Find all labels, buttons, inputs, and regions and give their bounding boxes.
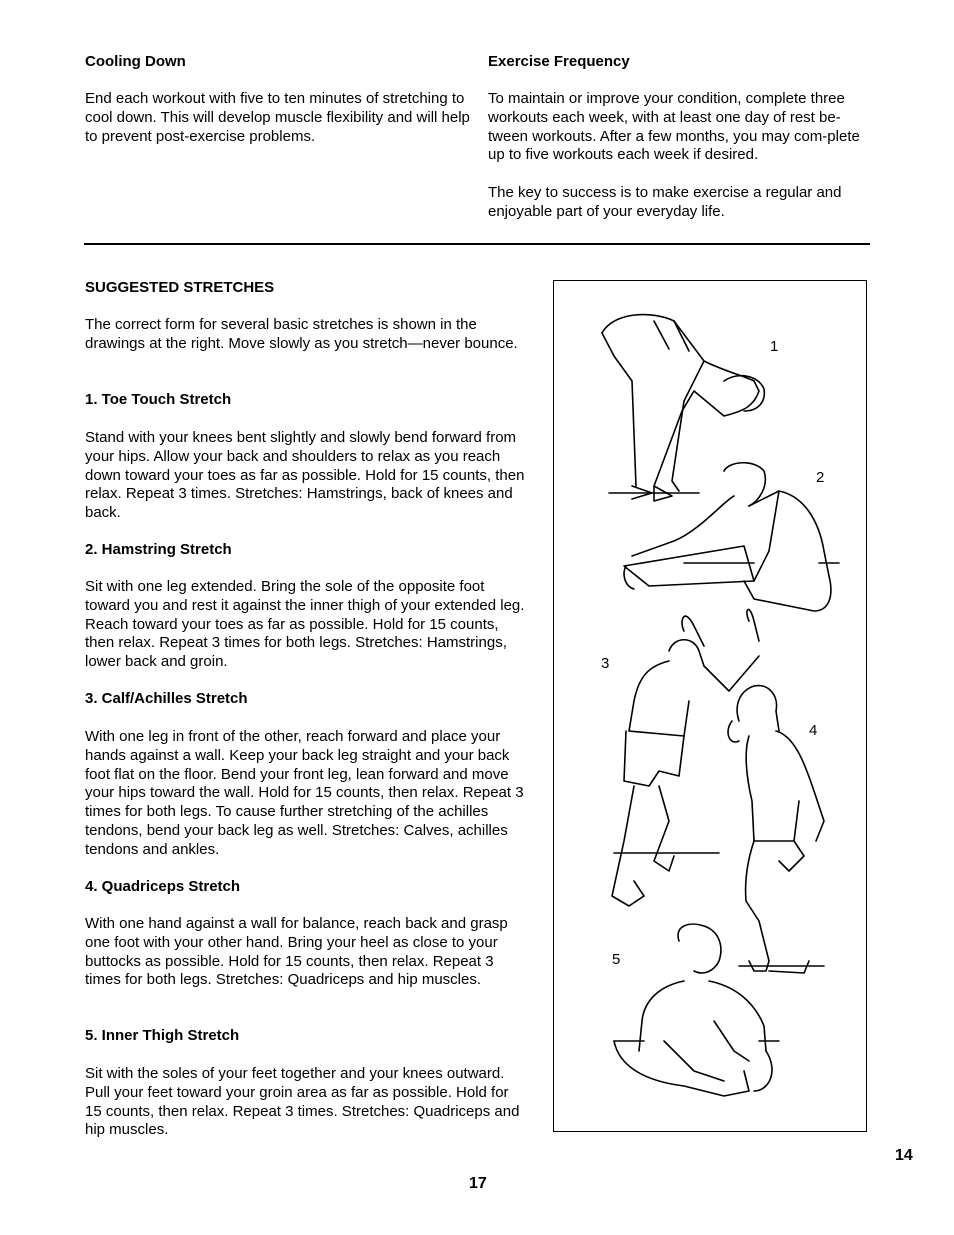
figure-label-4: 4 [809, 722, 818, 739]
calf-achilles-body: With one leg in front of the other, reach forward and place your hands against a wall. Keep your back leg straight and your back foot flat on the floor. Bend your front leg, lean forward and move your hips toward the wall. Hold for 15 counts, then relax. Repeat 3 times for both legs. To cause further stretching of the achilles tendons, bend your back leg as well. Stretches: Calves, achilles tendons and ankles. [85, 728, 524, 858]
quadriceps-body: With one hand against a wall for balance, reach back and grasp one foot with your other hand. Bring your heel as close to your buttocks as possible. Hold for 15 counts, then relax. Repeat 3 times for both legs. Stretches: Quadriceps and hip muscles. [85, 915, 508, 989]
exercise-frequency-heading: Exercise Frequency [488, 53, 630, 70]
toe-touch-title: 1. Toe Touch Stretch [85, 391, 232, 408]
calf-achilles-figure [612, 609, 759, 906]
calf-achilles-title: 3. Calf/Achilles Stretch [85, 690, 248, 707]
figure-label-5: 5 [612, 951, 621, 968]
hamstring-body: Sit with one leg extended. Bring the sole of the opposite foot toward you and rest it against the inner thigh of your extended leg. Reach toward your toes as far as possible. Hold for 15 counts, then relax. Repeat 3 times for both legs. Stretches: Hamstrings, lower back and groin. [85, 578, 525, 671]
exercise-frequency-body-1: To maintain or improve your condition, complete three workouts each week, with at least one day of rest be-tween workouts. After a few months, you may com-plete up to five workouts each week if desired. [488, 90, 860, 164]
hamstring-title: 2. Hamstring Stretch [85, 541, 232, 558]
cooling-down-body: End each workout with five to ten minutes of stretching to cool down. This will develop muscle flexibility and will help to prevent post-exercise problems. [85, 90, 470, 145]
figure-label-1: 1 [770, 338, 779, 355]
page-number-center: 17 [469, 1175, 487, 1192]
inner-thigh-body: Sit with the soles of your feet together and your knees outward. Pull your feet toward your groin area as far as possible. Hold for 15 counts, then relax. Repeat 3 times. Stretches: Quadriceps and hip muscles. [85, 1065, 520, 1139]
exercise-frequency-body-2: The key to success is to make exercise a regular and enjoyable part of your everyday life. [488, 184, 842, 220]
figure-label-2: 2 [816, 469, 825, 486]
inner-thigh-figure [614, 924, 779, 1096]
hamstring-figure [624, 463, 839, 611]
quadriceps-title: 4. Quadriceps Stretch [85, 878, 241, 895]
section-divider [84, 243, 870, 245]
figure-label-3: 3 [601, 655, 610, 672]
toe-touch-body: Stand with your knees bent slightly and slowly bend forward from your hips. Allow your back and shoulders to relax as you reach down toward your toes as far as possible. Hold for 15 counts, then relax. Repeat 3 times. Stretches: Hamstrings, back of knees and back. [85, 429, 525, 522]
page-number-corner: 14 [895, 1147, 913, 1164]
inner-thigh-title: 5. Inner Thigh Stretch [85, 1027, 240, 1044]
stretches-illustration [553, 280, 867, 1132]
suggested-stretches-heading: SUGGESTED STRETCHES [85, 279, 275, 296]
suggested-stretches-intro: The correct form for several basic stretches is shown in the drawings at the right. Move slowly as you stretch—never bounce. [85, 316, 518, 352]
cooling-down-heading: Cooling Down [85, 53, 186, 70]
toe-touch-figure [602, 315, 764, 501]
